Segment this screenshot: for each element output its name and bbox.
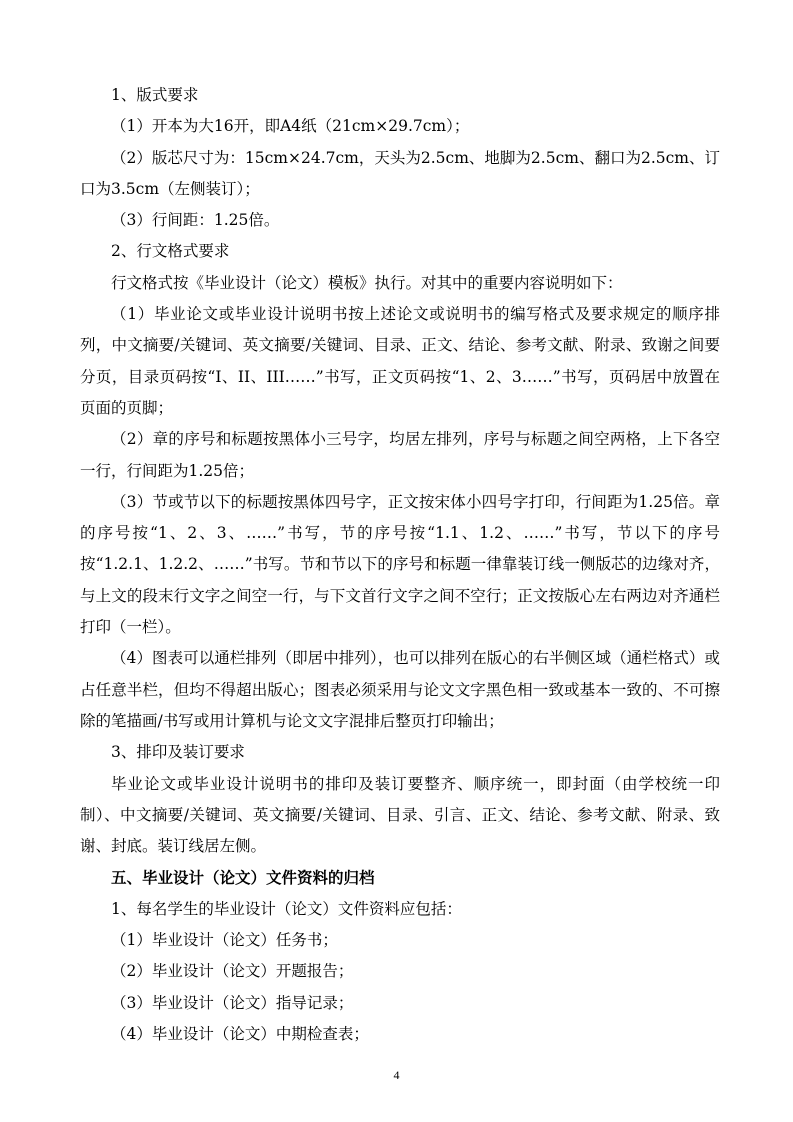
page-body — [80, 80, 720, 1050]
list-item-midterm-check: （4）毕业设计（论文）中期检查表； — [111, 1024, 369, 1043]
list-item-task-book: （1）毕业设计（论文）任务书； — [111, 931, 338, 950]
list-item-guidance-record: （3）毕业设计（论文）指导记录； — [111, 993, 354, 1012]
paragraph-binding-order: 毕业论文或毕业设计说明书的排印及装订要整齐、顺序统一，即封面（由学校统一印制）、中文摘要/关键词、英文摘要/关键词、目录、引言、正文、结论、参考文献、附录、致谢、封底。装订线居左侧。 — [80, 774, 720, 856]
paragraph-line-spacing: （3）行间距：1.25倍。 — [111, 211, 280, 230]
paragraph-chapter-titles: （2）章的序号和标题按黑体小三号字，均居左排列，序号与标题之间空两格，上下各空一行，行间距为1.25倍； — [80, 430, 720, 480]
chapter-heading-archiving: 五、毕业设计（论文）文件资料的归档 — [111, 868, 375, 888]
paragraph-section-titles: （3）节或节以下的标题按黑体四号字，正文按宋体小四号字打印，行间距为1.25倍。章的序号按“1、2、3、……”书写，节的序号按“1.1、1.2、……”书写，节以下的序号按“1.2.1、1.2.2、……”书写。节和节以下的序号和标题一律靠装订线一侧版芯的边缘对齐，与上文的段末行文字之间空一行，与下文首行文字之间不空行；正文按版心左右两边对齐通栏打印（一栏）。 — [80, 492, 720, 637]
section-heading-text-format: 2、行文格式要求 — [111, 242, 230, 261]
paragraph-type-area: （2）版芯尺寸为：15cm×24.7cm，天头为2.5cm、地脚为2.5cm、翻口为2.5cm、订口为3.5cm（左侧装订）； — [80, 148, 720, 198]
paragraph-archive-contents: 1、每名学生的毕业设计（论文）文件资料应包括： — [111, 899, 462, 918]
paragraph-text-format-intro: 行文格式按《毕业设计（论文）模板》执行。对其中的重要内容说明如下： — [111, 273, 623, 292]
section-heading-layout: 1、版式要求 — [111, 86, 199, 104]
page-number: 4 — [393, 1068, 400, 1082]
paragraph-page-size: （1）开本为大16开，即A4纸（21cm×29.7cm）； — [111, 117, 470, 136]
paragraph-order-pagination: （1）毕业论文或毕业设计说明书按上述论文或说明书的编写格式及要求规定的顺序排列，中文摘要/关键词、英文摘要/关键词、目录、正文、结论、参考文献、附录、致谢之间要分页，目录页码按“I、II、III……”书写，正文页码按“1、2、3……”书写，页码居中放置在页面的页脚； — [80, 305, 720, 417]
list-item-opening-report: （2）毕业设计（论文）开题报告； — [111, 962, 354, 981]
section-heading-printing-binding: 3、排印及装订要求 — [111, 743, 245, 762]
paragraph-figures-tables: （4）图表可以通栏排列（即居中排列），也可以排列在版心的右半侧区域（通栏格式）或占任意半栏，但均不得超出版心；图表必须采用与论文文字黑色相一致或基本一致的、不可擦除的笔描画/书写或用计算机与论文文字混排后整页打印输出； — [80, 649, 720, 730]
